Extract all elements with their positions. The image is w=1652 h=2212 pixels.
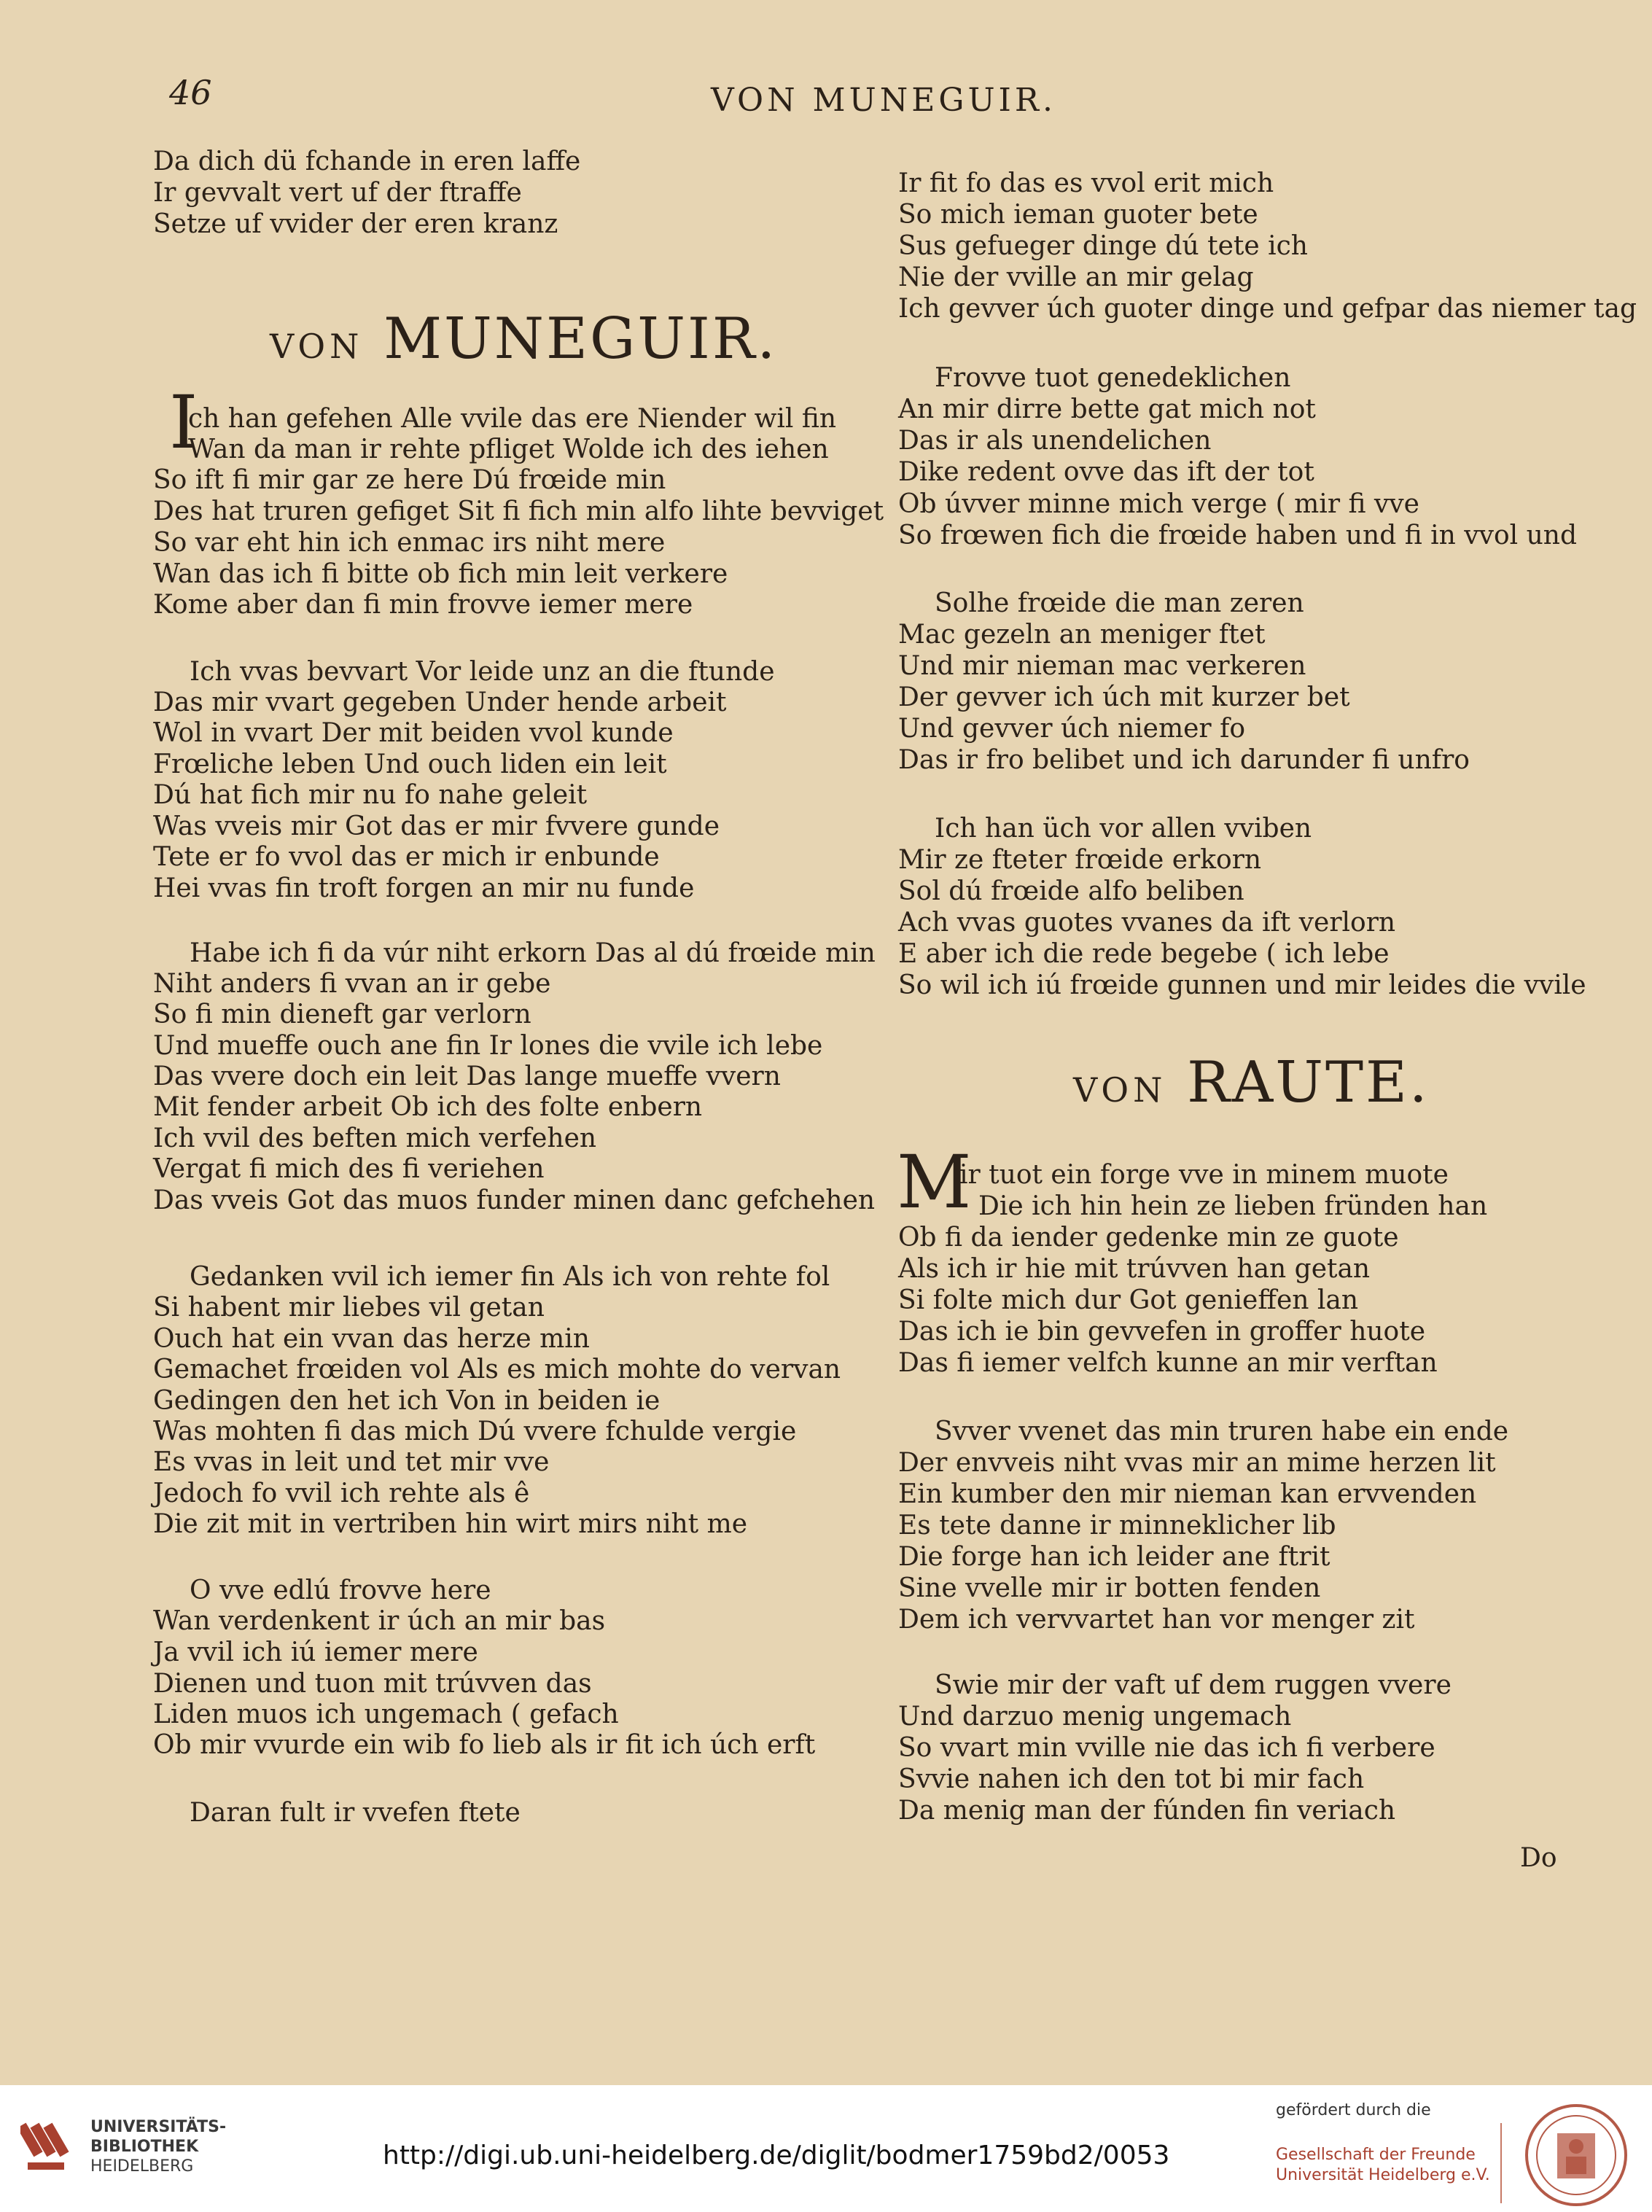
- text-line: Ir gevvalt vert uf der ftraffe: [153, 178, 522, 208]
- page-number: 46: [169, 73, 212, 112]
- text-line: Ich vvas bevvart Vor leide unz an die ftunde: [190, 657, 775, 687]
- drop-capital: I: [169, 380, 198, 465]
- text-line: So var eht hin ich enmac irs niht mere: [153, 528, 666, 558]
- catchword: Do: [1520, 1843, 1557, 1873]
- text-line: Si folte mich dur Got genieffen lan: [898, 1285, 1359, 1315]
- text-line: Gedingen den het ich Von in beiden ie: [153, 1386, 661, 1416]
- text-line: Wol in vvart Der mit beiden vvol kunde: [153, 718, 674, 748]
- text-line: Vergat fi mich des fi veriehen: [153, 1154, 545, 1184]
- text-line: Der envveis niht vvas mir an mime herzen lit: [898, 1448, 1496, 1478]
- section-title-main: MUNEGUIR.: [383, 306, 778, 372]
- text-line: Was vveis mir Got das er mir fvvere gunde: [153, 811, 720, 841]
- society-name-line: Universität Heidelberg e.V.: [1276, 2166, 1490, 2184]
- section-title-prefix: VON: [1073, 1070, 1167, 1110]
- text-line: So fi min dieneft gar verlorn: [153, 1000, 531, 1029]
- text-line: Svvie nahen ich den tot bi mir fach: [898, 1764, 1365, 1794]
- text-line: Und gevver úch niemer fo: [898, 714, 1246, 744]
- text-line: Was mohten fi das mich Dú vvere fchulde vergie: [153, 1417, 797, 1446]
- text-line: Wan das ich fi bitte ob fich min leit verkere: [153, 559, 728, 589]
- text-line: Sine vvelle mir ir botten fenden: [898, 1573, 1321, 1603]
- text-line: So ift fi mir gar ze here Dú frœide min: [153, 465, 666, 495]
- text-line: Die ich hin hein ze lieben fründen han: [978, 1191, 1488, 1221]
- text-line: Gemachet frœiden vol Als es mich mohte do vervan: [153, 1355, 841, 1385]
- text-line: E aber ich die rede begebe ( ich lebe: [898, 939, 1390, 969]
- library-name-line: HEIDELBERG: [90, 2157, 194, 2176]
- text-line: Die zit mit in vertriben hin wirt mirs niht me: [153, 1509, 748, 1539]
- text-line: Kome aber dan fi min frovve iemer mere: [153, 590, 693, 620]
- text-line: Ach vvas guotes vvanes da ift verlorn: [898, 908, 1396, 938]
- text-line: Swie mir der vaft uf dem ruggen vvere: [935, 1670, 1452, 1700]
- text-line: Frovve tuot genedeklichen: [935, 363, 1291, 393]
- text-line: So frœwen fich die frœide haben und fi in vvol und: [898, 521, 1578, 550]
- text-line: Da dich dü fchande in eren laffe: [153, 147, 581, 176]
- text-line: Habe ich fi da vúr niht erkorn Das al dú frœide min: [190, 938, 876, 968]
- text-line: Ich vvil des beften mich verfehen: [153, 1123, 597, 1153]
- library-logo-icon: [20, 2107, 71, 2187]
- text-line: Gedanken vvil ich iemer fin Als ich von rehte fol: [190, 1262, 830, 1292]
- permalink-url[interactable]: http://digi.ub.uni-heidelberg.de/diglit/bodmer1759bd2/0053: [383, 2141, 1170, 2170]
- text-line: Und darzuo menig ungemach: [898, 1702, 1292, 1732]
- text-line: Wan da man ir rehte pfliget Wolde ich des iehen: [188, 435, 829, 464]
- text-line: Das fi iemer velfch kunne an mir verftan: [898, 1348, 1438, 1378]
- section-title: [1073, 1050, 1430, 1115]
- drop-capital: M: [897, 1140, 972, 1225]
- text-line: Das ir fro belibet und ich darunder fi unfro: [898, 745, 1470, 775]
- library-name: [90, 2117, 226, 2176]
- text-line: Svver vvenet das min truren habe ein ende: [935, 1417, 1509, 1446]
- text-line: Setze uf vvider der eren kranz: [153, 209, 558, 239]
- text-line: Ich gevver úch guoter dinge und gefpar das niemer tag: [898, 294, 1637, 324]
- text-line: Dienen und tuon mit trúvven das: [153, 1669, 592, 1699]
- text-line: Tete er fo vvol das er mich ir enbunde: [153, 842, 660, 872]
- text-line: Des hat truren gefiget Sit fi fich min alfo lihte bevviget: [153, 496, 884, 526]
- text-line: Sus gefueger dinge dú tete ich: [898, 231, 1308, 261]
- text-line: Ir fit fo das es vvol erit mich: [898, 168, 1274, 198]
- text-line: Mir ze fteter frœide erkorn: [898, 845, 1262, 875]
- text-line: Daran fult ir vvefen ftete: [190, 1798, 521, 1828]
- text-line: Da menig man der fúnden fin veriach: [898, 1796, 1396, 1826]
- text-line: Ob úvver minne mich verge ( mir fi vve: [898, 489, 1419, 519]
- text-line: Ob mir vvurde ein wib fo lieb als ir fit ich úch erft: [153, 1730, 816, 1760]
- library-name-line: BIBLIOTHEK: [90, 2138, 199, 2156]
- text-line: So vvart min vville nie das ich fi verbere: [898, 1733, 1435, 1763]
- text-line: Das ir als unendelichen: [898, 426, 1212, 456]
- text-line: Niht anders fi vvan an ir gebe: [153, 969, 551, 999]
- section-title-main: RAUTE.: [1187, 1050, 1430, 1115]
- section-title: [270, 306, 777, 372]
- text-line: Sol dú frœide alfo beliben: [898, 876, 1244, 906]
- text-line: Mac gezeln an meniger ftet: [898, 620, 1266, 650]
- text-line: O vve edlú frovve here: [190, 1576, 491, 1605]
- text-line: Frœliche leben Und ouch liden ein leit: [153, 749, 667, 779]
- text-line: Liden muos ich ungemach ( gefach: [153, 1699, 619, 1729]
- text-line: Dú hat fich mir nu fo nahe geleit: [153, 780, 588, 810]
- text-line: Ouch hat ein vvan das herze min: [153, 1324, 590, 1354]
- text-line: Mit fender arbeit Ob ich des folte enbern: [153, 1092, 703, 1122]
- text-line: Die forge han ich leider ane ftrit: [898, 1542, 1330, 1572]
- text-line: Ich han üch vor allen vviben: [935, 814, 1312, 844]
- text-line: An mir dirre bette gat mich not: [898, 394, 1316, 424]
- text-line: Solhe frœide die man zeren: [935, 588, 1304, 618]
- text-line: Hei vvas fin troft forgen an mir nu funde: [153, 873, 695, 903]
- text-line: Es vvas in leit und tet mir vve: [153, 1447, 550, 1477]
- text-line: Das ich ie bin gevvefen in groffer huote: [898, 1317, 1426, 1347]
- text-line: Ein kumber den mir nieman kan ervvenden: [898, 1479, 1477, 1509]
- text-line: So wil ich iú frœide gunnen und mir leides die vvile: [898, 970, 1586, 1000]
- text-line: ir tuot ein forge vve in minem muote: [959, 1160, 1449, 1190]
- footer-divider: [1500, 2123, 1502, 2203]
- text-line: Jedoch fo vvil ich rehte als ê: [153, 1479, 530, 1508]
- text-line: Das vvere doch ein leit Das lange mueffe vvern: [153, 1062, 781, 1091]
- text-line: Ob fi da iender gedenke min ze guote: [898, 1223, 1399, 1253]
- text-line: Wan verdenkent ir úch an mir bas: [153, 1606, 606, 1636]
- text-line: Als ich ir hie mit trúvven han getan: [898, 1254, 1371, 1284]
- text-line: Si habent mir liebes vil getan: [153, 1293, 545, 1323]
- text-line: Der gevver ich úch mit kurzer bet: [898, 682, 1350, 712]
- text-line: So mich ieman guoter bete: [898, 200, 1258, 230]
- society-name-line: Gesellschaft der Freunde: [1276, 2146, 1476, 2164]
- funded-by-label: gefördert durch die: [1276, 2101, 1431, 2119]
- text-line: Dem ich vervvartet han vor menger zit: [898, 1605, 1415, 1635]
- text-line: Es tete danne ir minneklicher lib: [898, 1511, 1336, 1541]
- text-line: Ja vvil ich iú iemer mere: [153, 1637, 478, 1667]
- university-seal-icon: [1524, 2103, 1629, 2208]
- viewer-footer: [0, 2085, 1652, 2212]
- text-line: ch han gefehen Alle vvile das ere Niender wil fin: [188, 404, 837, 434]
- text-line: Das vveis Got das muos funder minen danc gefchehen: [153, 1185, 876, 1215]
- text-line: Dike redent ovve das ift der tot: [898, 457, 1314, 487]
- text-line: Und mir nieman mac verkeren: [898, 651, 1306, 681]
- text-line: Nie der vville an mir gelag: [898, 262, 1254, 292]
- library-name-line: UNIVERSITÄTS-: [90, 2118, 227, 2136]
- text-line: Das mir vvart gegeben Under hende arbeit: [153, 688, 727, 717]
- running-head: VON MUNEGUIR.: [711, 82, 1057, 119]
- society-name: [1276, 2145, 1490, 2186]
- text-line: Und mueffe ouch ane fin Ir lones die vvile ich lebe: [153, 1031, 823, 1061]
- section-title-prefix: VON: [270, 327, 364, 366]
